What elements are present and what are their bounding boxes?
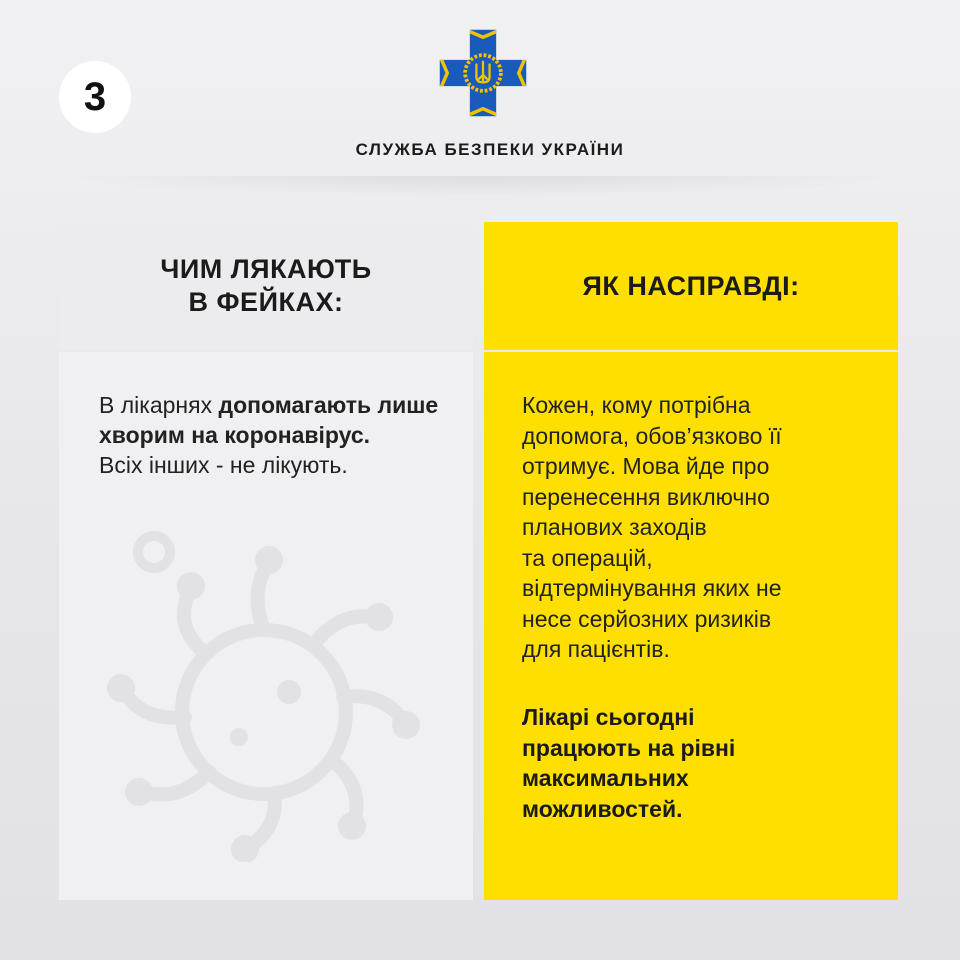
fake-claim-title: ЧИМ ЛЯКАЮТЬ В ФЕЙКАХ: bbox=[160, 254, 372, 317]
fake-claim-header bbox=[59, 222, 473, 350]
fake-claim-bold: допомагають лише хворим на коронавірус. bbox=[99, 392, 439, 448]
header-divider-shadow bbox=[60, 176, 900, 196]
organization-name: СЛУЖБА БЕЗПЕКИ УКРАЇНИ bbox=[355, 140, 625, 159]
fake-claim-prefix: В лікарнях bbox=[99, 392, 219, 418]
truth-header bbox=[484, 222, 898, 350]
truth-body bbox=[484, 352, 898, 900]
truth-conclusion: Лікарі сьогодні працюють на рівні максимальних можливостей. bbox=[522, 704, 736, 822]
fake-claim-suffix: Всіх інших - не лікують. bbox=[99, 452, 348, 478]
fake-claim-body bbox=[59, 352, 473, 900]
ssu-cross-emblem-icon bbox=[436, 26, 530, 120]
truth-text: Кожен, кому потрібна допомога, обов’язково її отримує. Мова йде про перенесення виключно планових заходів та операцій, відтермінування яких не несе серйозних ризиків для пацієнтів. bbox=[522, 392, 782, 662]
fake-claim-text bbox=[99, 390, 459, 480]
virus-icon bbox=[99, 522, 439, 862]
truth-title: ЯК НАСПРАВДІ: bbox=[582, 270, 800, 301]
step-number-badge: 3 bbox=[59, 61, 131, 133]
